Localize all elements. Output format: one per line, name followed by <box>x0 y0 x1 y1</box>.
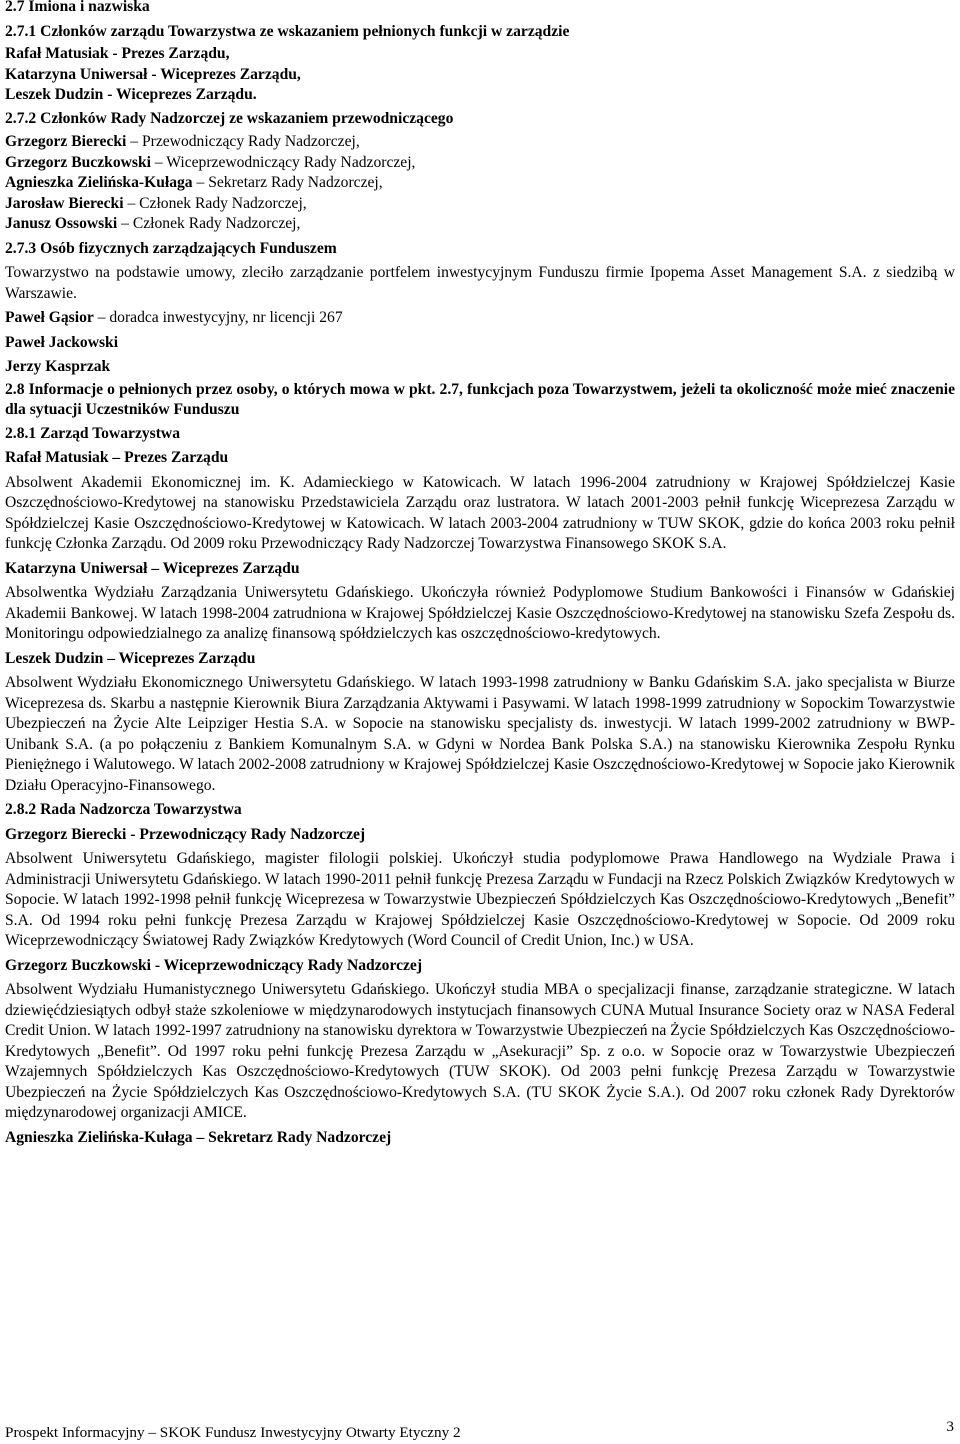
bio-paragraph: Absolwentka Wydziału Zarządzania Uniwersytetu Gdańskiego. Ukończyła również Podyplomowe Studium Bankowości i Finansów w Gdańskiej Akademii Bankowej. W latach 1998-2004 zatrudniona w Krajowej Spółdzielczej Kasie Oszczędnościowo-Kredytowej na stanowisku Szefa Zespołu ds. Monitoringu odpowiedzialnego za analizę finansową spółdzielczych kas oszczędnościowo-kredytowych. <box>5 584 955 642</box>
board-line-3: Leszek Dudzin - Wiceprezes Zarządu. <box>5 86 257 103</box>
council-member-name: Grzegorz Bierecki <box>5 133 127 150</box>
bio-paragraph: Absolwent Wydziału Ekonomicznego Uniwersytetu Gdańskiego. W latach 1993-1998 zatrudniony w Banku Gdańskim S.A. jako specjalista w Biurze Wiceprezesa ds. Skarbu a następnie Kierownik Biura Zarządzania Aktywami i Pasywami. W latach 1998-1999 zatrudniony w Sopockim Towarzystwie Ubezpieczeń na Życie Alte Leipziger Hestia S.A. w Sopocie na stanowisku specjalisty ds. inwestycji. W latach 1999-2002 zatrudniony w BWP-Unibank S.A. (a po połączeniu z Bankiem Komunalnym S.A. w Gdyni w Nordea Bank Polska S.A.) na stanowisku Kierownika Zespołu Rynku Pieniężnego i Walutowego. W latach 2002-2008 zatrudniony w Krajowej Spółdzielczej Kasie Oszczędnościowo-Kredytowej w Sopocie jako Kierownik Działu Operacyjno-Finansowego. <box>5 674 955 794</box>
bio-paragraph: Absolwent Akademii Ekonomicznej im. K. Adamieckiego w Katowicach. W latach 1996-2004 zatrudniony w Krajowej Spółdzielczej Kasie Oszczędnościowo-Kredytowej na stanowisku Przedstawiciela Zarządu oraz lustratora. W latach 2001-2003 pełnił funkcję Wiceprezesa Zarządu w Spółdzielczej Kasie Oszczędnościowo-Kredytowej w Katowicach. W latach 2003-2004 zatrudniony w TUW SKOK, gdzie do końca 2003 roku pełnił funkcję Członka Zarządu. Od 2009 roku Przewodniczący Rady Nadzorczej Towarzystwa Finansowego SKOK S.A. <box>5 473 955 552</box>
council-member-row <box>5 194 955 215</box>
page-number: 3 <box>946 1418 954 1435</box>
advisor-name: Paweł Gąsior <box>5 309 94 326</box>
bio-heading: Grzegorz Bierecki - Przewodniczący Rady Nadzorczej <box>5 825 366 843</box>
advisor-line <box>5 308 955 329</box>
board-line-2: Katarzyna Uniwersał - Wiceprezes Zarządu, <box>5 65 301 83</box>
bio-heading: Katarzyna Uniwersał – Wiceprezes Zarządu <box>5 559 300 577</box>
manager-name-3: Jerzy Kasprzak <box>5 358 111 375</box>
section-2-8-2-heading: 2.8.2 Rada Nadzorcza Towarzystwa <box>5 801 242 818</box>
council-member-name: Agnieszka Zielińska-Kułaga <box>5 174 193 191</box>
advisor-role: – doradca inwestycyjny, nr licencji 267 <box>97 309 343 326</box>
section-2-7-3-heading: 2.7.3 Osób fizycznych zarządzających Funduszem <box>5 239 337 257</box>
document-body <box>5 0 955 1148</box>
section-2-8-1-heading: 2.8.1 Zarząd Towarzystwa <box>5 424 180 442</box>
council-member-name: Jarosław Bierecki <box>5 194 124 212</box>
council-member-role: – Sekretarz Rady Nadzorczej, <box>196 174 383 191</box>
bio-paragraph: Absolwent Wydziału Humanistycznego Uniwersytetu Gdańskiego. Ukończył studia MBA o specjalizacji finanse, zarządzanie strategiczne. W latach dziewięćdziesiątych odbył staże szkoleniowe w międzynarodowych instytucjach finansowych CUNA Mutual Insurance Society oraz w NASA Federal Credit Union. W latach 1992-1997 zatrudniony na stanowisku dyrektora w Towarzystwie Ubezpieczeń na Życie Spółdzielczych Kas Oszczędnościowo-Kredytowych „Benefit”. Od 1997 roku pełni funkcję Prezesa Zarządu w „Asekuracji” Sp. z o.o. w Sopocie oraz w Towarzystwie Ubezpieczeń Wzajemnych Spółdzielczych Kas Oszczędnościowo-Kredytowych (TUW SKOK). Od 2003 pełni funkcję Prezesa Zarządu w Towarzystwie Ubezpieczeń na Życie Spółdzielczych Kas Oszczędnościowo-Kredytowych S.A. (TU SKOK Życie S.A.). Od 2007 roku członek Rady Dyrektorów międzynarodowej organizacji AMICE. <box>5 981 955 1121</box>
section-2-7-1-heading: 2.7.1 Członków zarządu Towarzystwa ze wskazaniem pełnionych funkcji w zarządzie <box>5 22 570 40</box>
council-member-role: – Członek Rady Nadzorczej, <box>127 194 307 212</box>
council-member-name: Janusz Ossowski <box>5 215 118 232</box>
board-line-1: Rafał Matusiak - Prezes Zarządu, <box>5 45 230 62</box>
section-2-7-heading: 2.7 Imiona i nazwiska <box>5 0 150 15</box>
section-2-7-2-heading: 2.7.2 Członków Rady Nadzorczej ze wskazaniem przewodniczącego <box>5 109 454 127</box>
bio-heading: Grzegorz Buczkowski - Wiceprzewodniczący Rady Nadzorczej <box>5 956 423 974</box>
council-member-role: – Członek Rady Nadzorczej, <box>121 215 301 232</box>
bio-heading: Agnieszka Zielińska-Kułaga – Sekretarz Rady Nadzorczej <box>5 1128 392 1146</box>
bio-heading: Rafał Matusiak – Prezes Zarządu <box>5 449 229 466</box>
manager-name-2: Paweł Jackowski <box>5 333 119 351</box>
council-member-role: – Wiceprzewodniczący Rady Nadzorczej, <box>154 153 416 171</box>
fund-manager-paragraph: Towarzystwo na podstawie umowy, zleciło zarządzanie portfelem inwestycyjnym Funduszu firmie Ipopema Asset Management S.A. z siedzibą w Warszawie. <box>5 264 955 302</box>
council-member-row <box>5 153 955 174</box>
section-2-8-heading: 2.8 Informacje o pełnionych przez osoby, o których mowa w pkt. 2.7, funkcjach poza Towarzystwem, jeżeli ta okoliczność może mieć znaczenie dla sytuacji Uczestników Funduszu <box>5 380 955 418</box>
bio-heading: Leszek Dudzin – Wiceprezes Zarządu <box>5 649 256 667</box>
bio-paragraph: Absolwent Uniwersytetu Gdańskiego, magister filologii polskiej. Ukończył studia podyplomowe Prawa Handlowego na Wydziale Prawa i Administracji Uniwersytetu Gdańskiego. W latach 1990-2011 pełnił funkcję Prezesa Zarządu w Fundacji na Rzecz Polskich Związków Kredytowych w Sopocie. W latach 1992-1998 pełnił funkcję Wiceprezesa w Towarzystwie Ubezpieczeń Spółdzielczych Kas Oszczędnościowo-Kredytowych „Benefit” S.A. Od 1994 roku pełni funkcję Prezesa Zarządu w Krajowej Spółdzielczej Kasie Oszczędnościowo-Kredytowej w Sopocie. Od 2009 roku Wiceprzewodniczący Światowej Rady Związków Kredytowych (Word Council of Credit Union, Inc.) w USA. <box>5 850 955 949</box>
council-member-row <box>5 173 955 194</box>
council-member-row <box>5 214 955 235</box>
council-member-row <box>5 132 955 153</box>
page-footer: Prospekt Informacyjny – SKOK Fundusz Inwestycyjny Otwarty Etyczny 2 <box>5 1424 461 1441</box>
council-member-role: – Przewodniczący Rady Nadzorczej, <box>130 133 360 150</box>
council-member-name: Grzegorz Buczkowski <box>5 153 151 171</box>
